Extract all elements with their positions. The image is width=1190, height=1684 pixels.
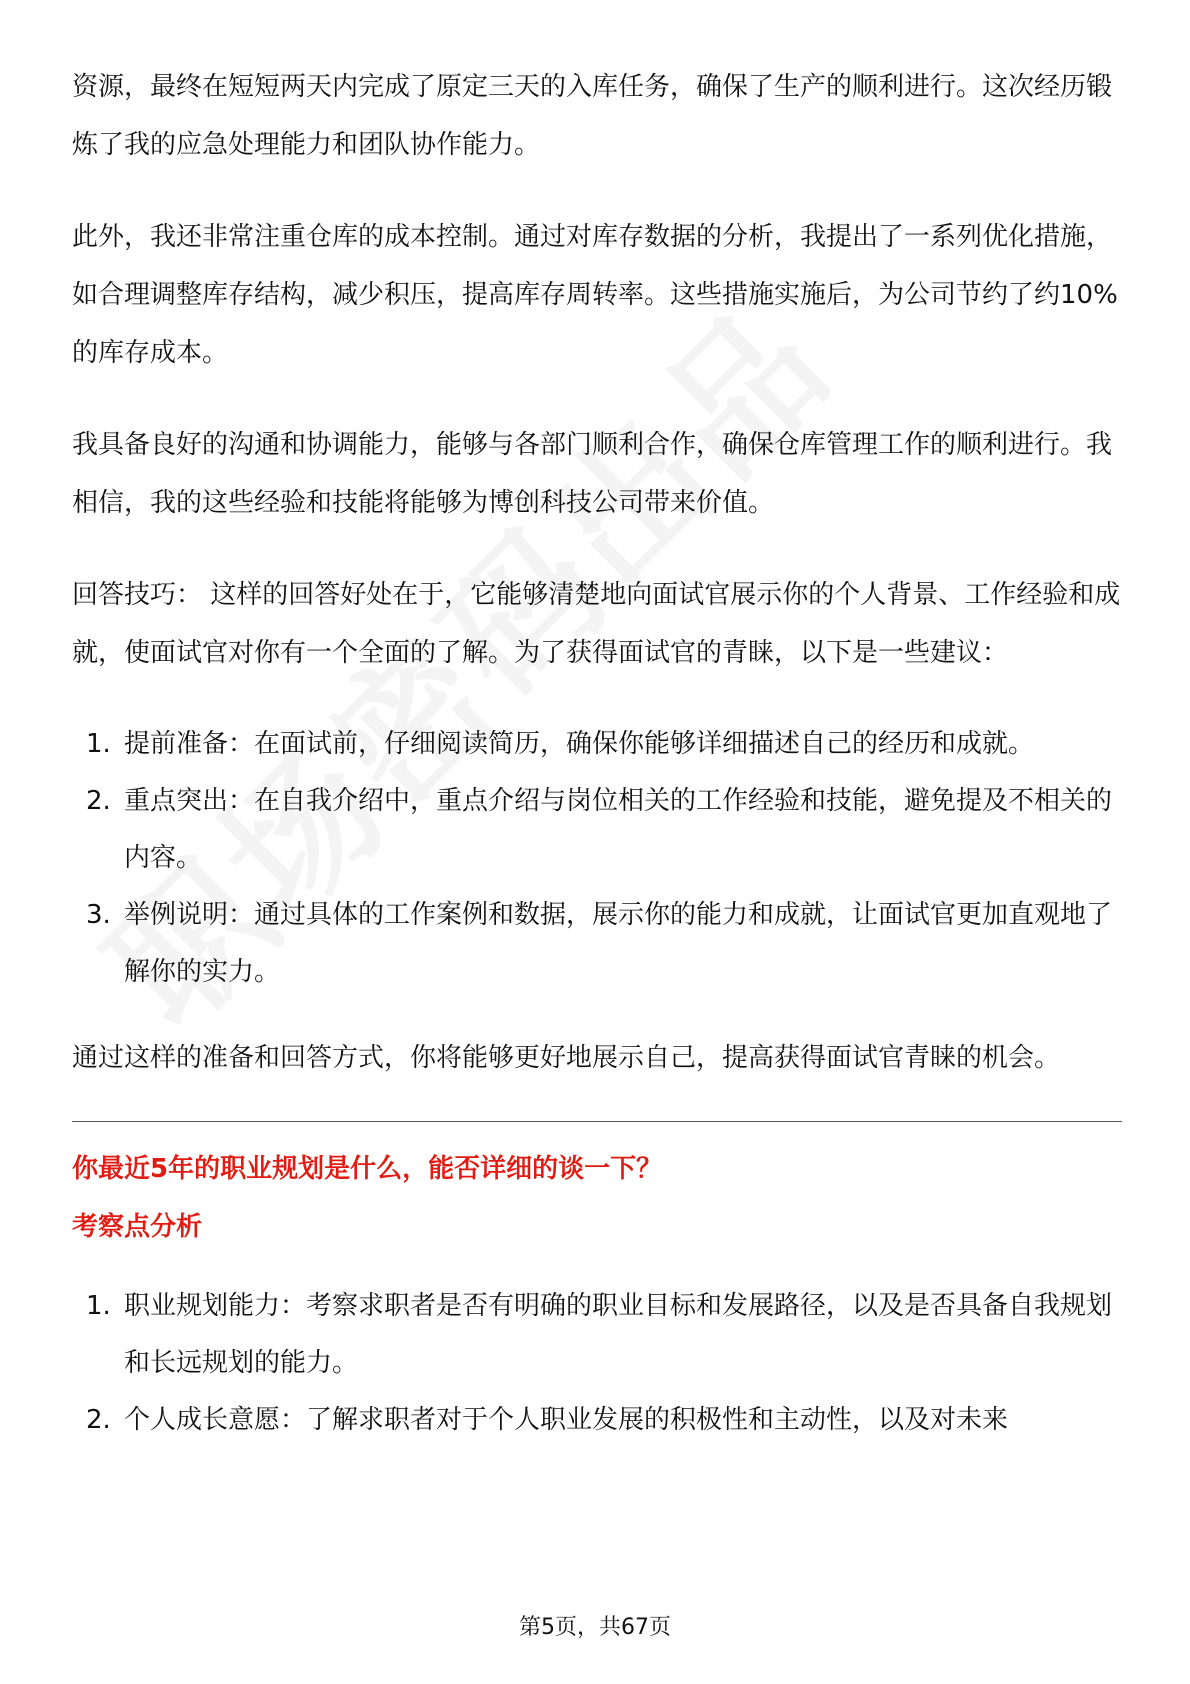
list-item [72,1278,1122,1392]
list-text: 在面试前，仔细阅读简历，确保你能够详细描述自己的经历和成就。 [254,729,1035,759]
list-label: 个人成长意愿： [124,1405,307,1435]
list-text: 考察求职者是否有明确的职业目标和发展路径，以及是否具备自我规划和长远规划的能力。 [124,1291,1113,1378]
section-divider [72,1121,1122,1122]
list-item [72,1392,1122,1449]
list-label: 职业规划能力： [124,1291,307,1321]
page-content [72,58,1122,1477]
list-item [72,716,1122,773]
list-text: 在自我介绍中，重点介绍与岗位相关的工作经验和技能，避免提及不相关的内容。 [124,786,1113,873]
list-text: 了解求职者对于个人职业发展的积极性和主动性，以及对未来 [306,1405,1009,1435]
interview-question: 你最近5年的职业规划是什么，能否详细的谈一下？ [72,1154,663,1184]
tips-list [72,716,1122,1001]
list-text: 通过具体的工作案例和数据，展示你的能力和成就，让面试官更加直观地了解你的实力。 [124,900,1113,987]
list-number: 2. [86,1405,111,1435]
list-item [72,773,1122,887]
analysis-title: 考察点分析 [72,1212,203,1242]
list-item [72,887,1122,1001]
list-number: 1. [86,1291,111,1321]
list-number: 2. [86,786,111,816]
paragraph-3: 我具备良好的沟通和协调能力，能够与各部门顺利合作，确保仓库管理工作的顺利进行。我相信，我的这些经验和技能将能够为博创科技公司带来价值。 [72,430,1113,518]
list-number: 3. [86,900,111,930]
analysis-list [72,1278,1122,1449]
list-label: 举例说明： [124,900,255,930]
page-footer: 第5页，共67页 [519,1615,671,1640]
paragraph-1: 资源，最终在短短两天内完成了原定三天的入库任务，确保了生产的顺利进行。这次经历锻炼了我的应急处理能力和团队协作能力。 [72,72,1113,160]
list-label: 提前准备： [124,729,255,759]
answer-tips-paragraph: 回答技巧： 这样的回答好处在于，它能够清楚地向面试官展示你的个人背景、工作经验和成就，使面试官对你有一个全面的了解。为了获得面试官的青睐，以下是一些建议： [72,580,1121,668]
list-label: 重点突出： [124,786,255,816]
closing-paragraph: 通过这样的准备和回答方式，你将能够更好地展示自己，提高获得面试官青睐的机会。 [72,1043,1061,1073]
list-number: 1. [86,729,111,759]
paragraph-2: 此外，我还非常注重仓库的成本控制。通过对库存数据的分析，我提出了一系列优化措施，如合理调整库存结构，减少积压，提高库存周转率。这些措施实施后，为公司节约了约10%的库存成本。 [72,222,1118,368]
